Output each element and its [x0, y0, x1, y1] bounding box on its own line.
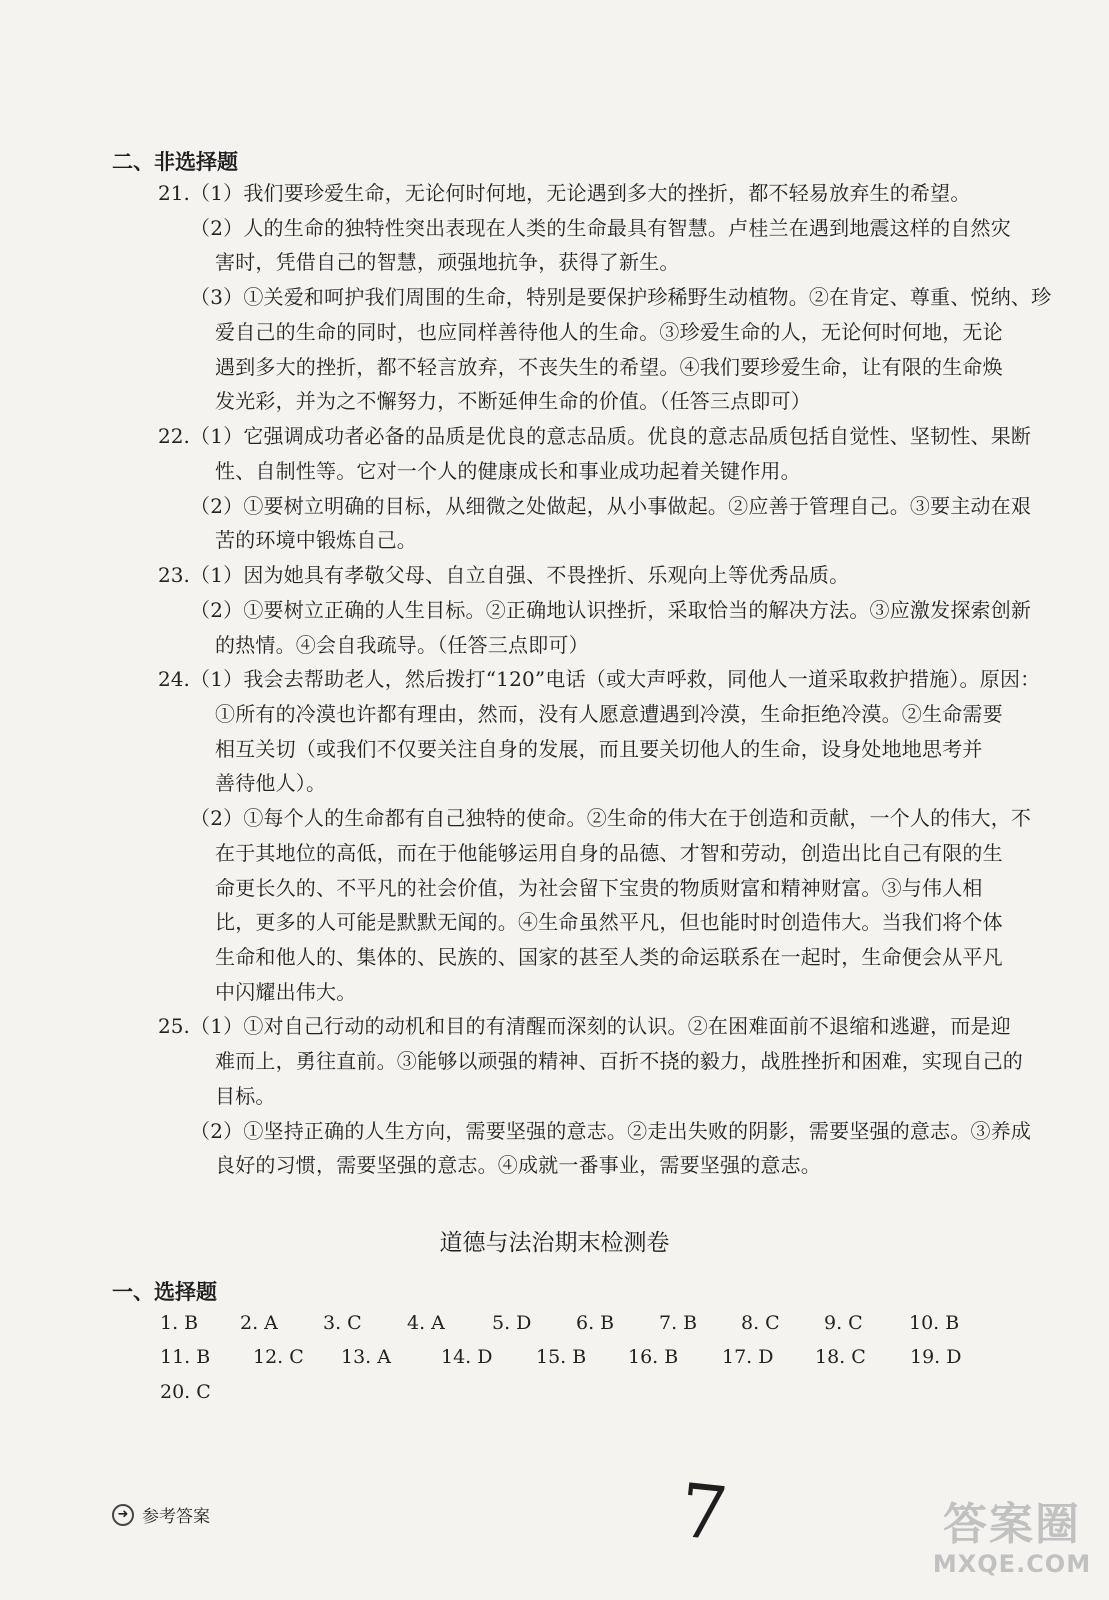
choice-answer: 1. B	[160, 1312, 199, 1334]
answer-line: 害时，凭借自己的智慧，顽强地抗争，获得了新生。	[215, 250, 680, 274]
answer-line: 在于其地位的高低，而在于他能够运用自身的品德、才智和劳动，创造出比自己有限的生	[215, 841, 1003, 865]
answer-line: 爱自己的生命的同时，也应同样善待他人的生命。③珍爱生命的人，无论何时何地，无论	[215, 320, 1003, 344]
choice-answer: 6. B	[576, 1312, 615, 1334]
answer-line: 命更长久的、不平凡的社会价值，为社会留下宝贵的物质财富和精神财富。③与伟人相	[215, 876, 983, 900]
question-number: 22.	[158, 424, 190, 448]
choice-answer: 10. B	[909, 1312, 960, 1334]
footer-label: 参考答案	[142, 1507, 210, 1527]
arrow-circle-icon: ➜	[112, 1504, 134, 1526]
choice-answer: 8. C	[741, 1312, 780, 1334]
choice-answer: 14. D	[441, 1346, 493, 1368]
choice-answer: 19. D	[910, 1346, 962, 1368]
answer-line: （1）①对自己行动的动机和目的有清醒而深刻的认识。②在困难面前不退缩和逃避，而是迎	[190, 1014, 1011, 1038]
answer-line: 目标。	[215, 1084, 276, 1108]
answer-line: 苦的环境中锻炼自己。	[215, 528, 417, 552]
choice-answer: 12. C	[253, 1346, 304, 1368]
answer-line: 中闪耀出伟大。	[215, 980, 357, 1004]
page-number: 7	[675, 1467, 732, 1559]
section-heading-nonchoice: 二、非选择题	[112, 150, 238, 174]
answer-line: （1）我们要珍爱生命，无论何时何地，无论遇到多大的挫折，都不轻易放弃生的希望。	[190, 181, 971, 205]
choice-answer: 2. A	[240, 1312, 278, 1334]
choice-answer: 16. B	[628, 1346, 679, 1368]
choice-answer: 7. B	[659, 1312, 698, 1334]
answer-line: （2）①要树立正确的人生目标。②正确地认识挫折，采取恰当的解决方法。③应激发探索创新	[190, 598, 1032, 622]
choice-answer: 3. C	[323, 1312, 362, 1334]
choice-answer: 13. A	[341, 1346, 391, 1368]
answer-line: 发光彩，并为之不懈努力，不断延伸生命的价值。（任答三点即可）	[215, 389, 811, 413]
choice-answer: 20. C	[160, 1381, 211, 1403]
choice-answer: 11. B	[160, 1346, 211, 1368]
answer-line: 良好的习惯，需要坚强的意志。④成就一番事业，需要坚强的意志。	[215, 1153, 821, 1177]
answer-line: 相互关切（或我们不仅要关注自身的发展，而且要关切他人的生命，设身处地地思考并	[215, 737, 983, 761]
answer-line: （1）它强调成功者必备的品质是优良的意志品质。优良的意志品质包括自觉性、坚韧性、果断	[190, 424, 1032, 448]
answer-line: （2）人的生命的独特性突出表现在人类的生命最具有智慧。卢桂兰在遇到地震这样的自然灾	[190, 216, 1011, 240]
question-number: 21.	[158, 181, 190, 205]
question-number: 25.	[158, 1014, 190, 1038]
section-heading-choice: 一、选择题	[112, 1280, 217, 1304]
answer-line: 比，更多的人可能是默默无闻的。④生命虽然平凡，但也能时时创造伟大。当我们将个体	[215, 910, 1003, 934]
answer-line: （1）我会去帮助老人，然后拨打“120”电话（或大声呼救，同他人一道采取救护措施）。原因：	[190, 667, 1041, 691]
choice-answer: 15. B	[536, 1346, 587, 1368]
footer	[112, 1502, 210, 1527]
choice-answer: 4. A	[407, 1312, 445, 1334]
answer-line: （2）①每个人的生命都有自己独特的使命。②生命的伟大在于创造和贡献，一个人的伟大，不	[190, 806, 1032, 830]
choice-answer: 5. D	[492, 1312, 532, 1334]
choice-answer: 17. D	[722, 1346, 774, 1368]
answer-line: （2）①坚持正确的人生方向，需要坚强的意志。②走出失败的阴影，需要坚强的意志。③养成	[190, 1119, 1032, 1143]
answer-line: 性、自制性等。它对一个人的健康成长和事业成功起着关键作用。	[215, 459, 801, 483]
choice-answer: 18. C	[815, 1346, 866, 1368]
answer-line: （2）①要树立明确的目标，从细微之处做起，从小事做起。②应善于管理自己。③要主动在艰	[190, 494, 1032, 518]
watermark-bottom: MXQE.COM	[932, 1550, 1092, 1578]
exam-title: 道德与法治期末检测卷	[439, 1230, 670, 1256]
question-number: 23.	[158, 563, 190, 587]
answer-line: 善待他人）。	[215, 771, 327, 795]
answer-line: ①所有的冷漠也许都有理由，然而，没有人愿意遭遇到冷漠，生命拒绝冷漠。②生命需要	[215, 702, 1003, 726]
answer-line: 难而上，勇往直前。③能够以顽强的精神、百折不挠的毅力，战胜挫折和困难，实现自己的	[215, 1049, 1023, 1073]
choice-answer: 9. C	[824, 1312, 863, 1334]
answer-line: （3）①关爱和呵护我们周围的生命，特别是要保护珍稀野生动植物。②在肯定、尊重、悦纳、珍	[190, 285, 1052, 309]
watermark-top: 答案圈	[943, 1499, 1081, 1550]
answer-line: 遇到多大的挫折，都不轻言放弃，不丧失生的希望。④我们要珍爱生命，让有限的生命焕	[215, 355, 1003, 379]
question-number: 24.	[158, 667, 190, 691]
watermark-logo	[927, 1500, 1097, 1595]
answer-line: （1）因为她具有孝敬父母、自立自强、不畏挫折、乐观向上等优秀品质。	[190, 563, 850, 587]
answer-line: 生命和他人的、集体的、民族的、国家的甚至人类的命运联系在一起时，生命便会从平凡	[215, 945, 1003, 969]
answer-line: 的热情。④会自我疏导。（任答三点即可）	[215, 633, 589, 657]
